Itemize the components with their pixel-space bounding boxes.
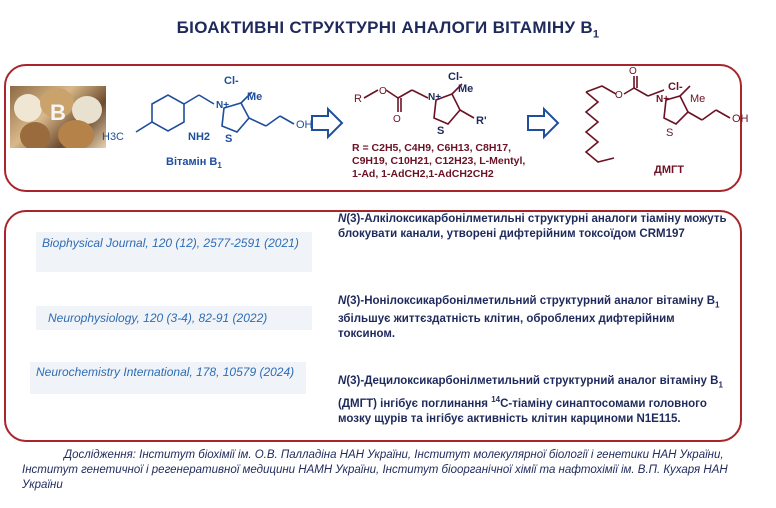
- analog-r-prime-label: R': [476, 115, 487, 127]
- reference-link-2[interactable]: Neurophysiology, 120 (3-4), 82-91 (2022): [36, 306, 312, 330]
- analog-substituents: R = C2H5, C4H9, C6H13, C8H17, C9H19, C10H21, C12H23, L-Mentyl, 1-Ad, 1-AdCH2,1-AdCH2CH2: [352, 142, 526, 180]
- dmgt-carbonyl-o-label: O: [629, 66, 637, 77]
- photo-letter: B: [50, 100, 66, 125]
- grains-photo: [10, 86, 106, 148]
- finding-text-3: N(3)-Децилоксикарбонілметильний структурний аналог вітаміну $В_1$ (ДМГТ) інгібує поглинання $^{14}$С-тіаміну синаптосомами головного мозку щурів та інгібує активність клітин карциноми N1E115.: [338, 375, 723, 426]
- dmgt-s-label: S: [666, 127, 674, 139]
- analog-s-label: S: [437, 125, 445, 137]
- reference-link-1[interactable]: Biophysical Journal, 120 (12), 2577-2591 (2021): [36, 232, 312, 272]
- dmgt-oh-label: OH: [732, 113, 749, 125]
- dmgt-n-plus-label: N+: [656, 94, 670, 105]
- vitamin-n-plus-label: N+: [216, 100, 230, 111]
- finding-text-2: N(3)-Нонілоксикарбонілметильний структурний аналог вітаміну $В_1$ збільшує життєздатність клітин, оброблених дифтерійним токсином.: [338, 295, 720, 341]
- analog-cl-label: Cl-: [448, 71, 463, 83]
- dmgt-structure: [568, 66, 758, 174]
- vitamin-s-label: S: [225, 133, 233, 145]
- analog-n-plus-label: N+: [428, 92, 442, 103]
- analog-structure: [352, 72, 512, 152]
- vitamin-oh-label: OH: [296, 119, 313, 131]
- arrow-right-icon: [526, 108, 560, 138]
- analog-carbonyl-o-label: O: [393, 114, 401, 125]
- finding-text-1: N(3)-Алкілоксикарбонілметильні структурні аналоги тіаміну можуть блокувати канали, утворені дифтерійним токсоїдом CRM197: [338, 213, 727, 240]
- page-title: БІОАКТИВНІ СТРУКТУРНІ АНАЛОГИ ВІТАМІНУ $В_1$: [176, 18, 600, 41]
- dmgt-cl-label: Cl-: [668, 81, 683, 93]
- reference-link-3[interactable]: Neurochemistry International, 178, 10579 (2024): [30, 362, 306, 394]
- vitamin-h3c-label: H3C: [102, 131, 125, 143]
- vitamin-cl-label: Cl-: [224, 75, 239, 87]
- dmgt-label: ДМГТ: [654, 164, 684, 176]
- vitamin-b1-label: Вітамін $В_1$: [166, 156, 222, 171]
- analog-me-label: Me: [458, 83, 474, 95]
- analog-r-label: R: [354, 93, 362, 105]
- vitamin-nh2-label: NH2: [188, 131, 211, 143]
- research-institutions-footer: Дослідження: Інститут біохімії ім. О.В. Палладіна НАН України, Інститут молекулярної біології і генетики НАН України, Інститут генетичної і регенеративної медицини НАМН України, Інститут біоорганічної хімії та нафтохімії ім. В.П. Кухаря НАН України: [22, 449, 728, 491]
- analog-ester-o-label: O: [379, 86, 387, 97]
- dmgt-ester-o-label: O: [615, 90, 623, 101]
- vitamin-me-label: Me: [247, 91, 263, 103]
- dmgt-me-label: Me: [690, 93, 706, 105]
- arrow-right-icon: [310, 108, 344, 138]
